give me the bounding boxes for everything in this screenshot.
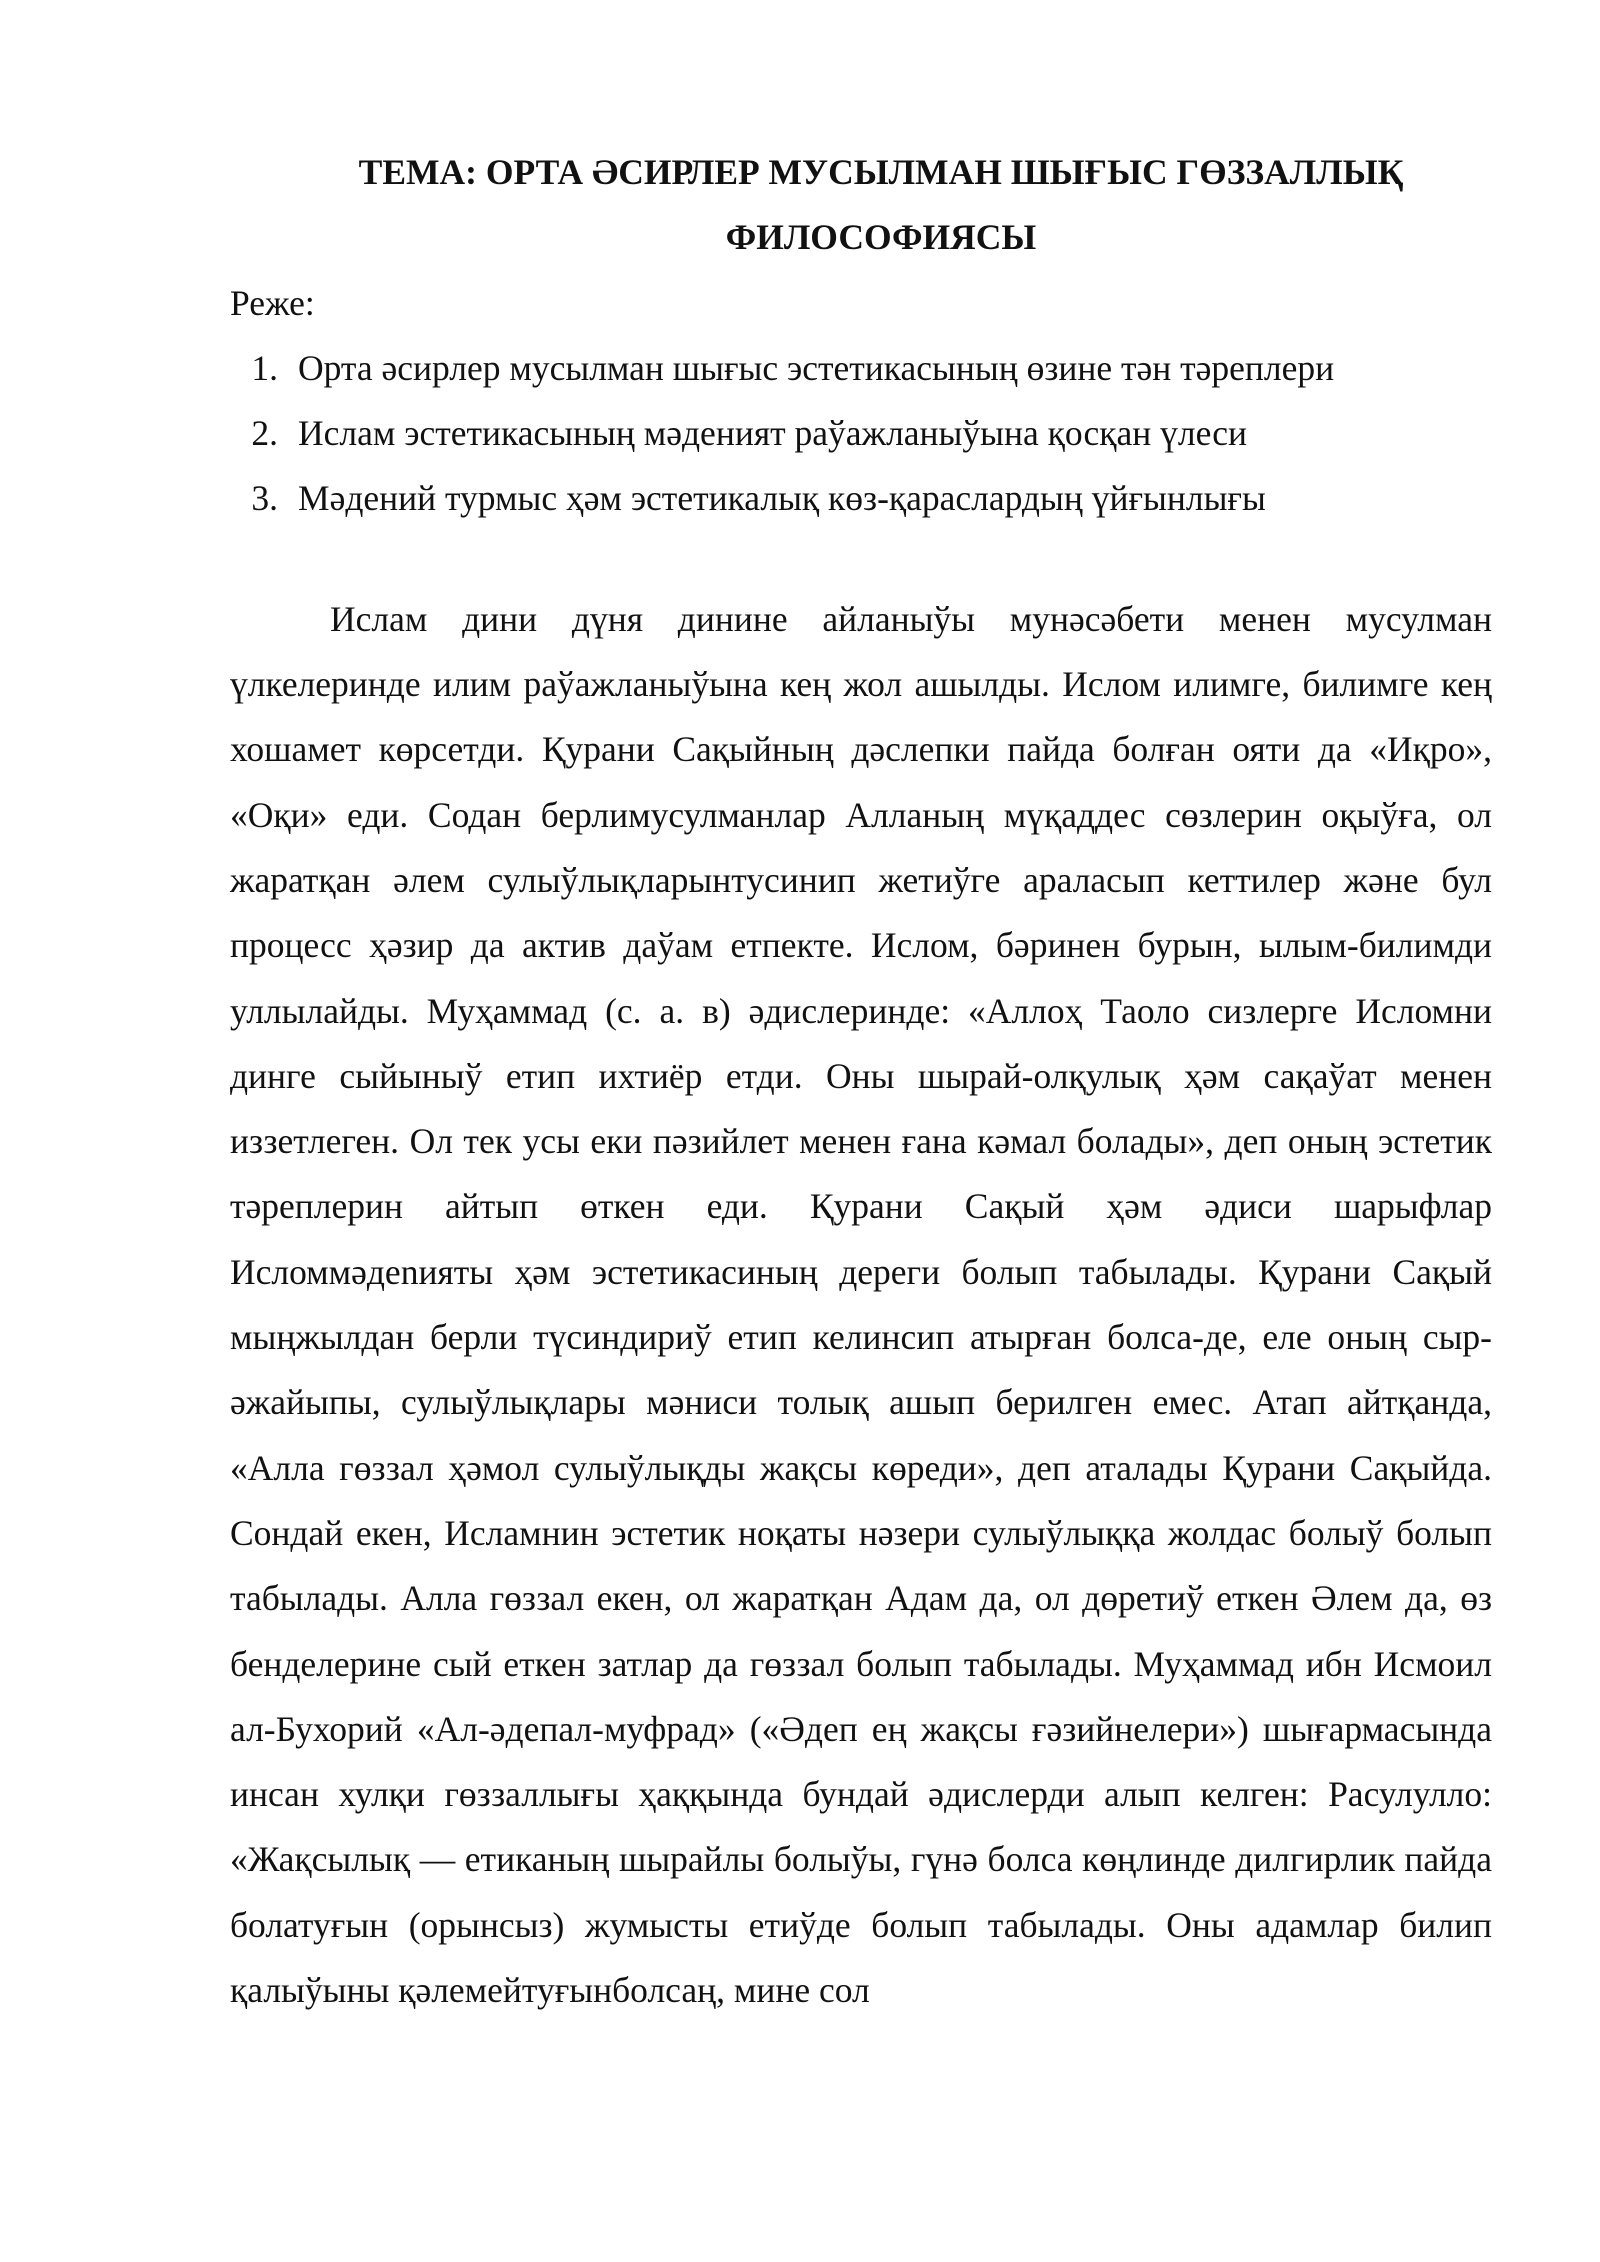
plan-item-text: Орта әсирлер мусылман шығыс эстетикасының өзине тән тәреплери — [298, 347, 1335, 388]
document-page — [230, 140, 1492, 2023]
plan-item — [230, 336, 1492, 401]
plan-item — [230, 466, 1492, 531]
plan-item-number: 3. — [251, 478, 278, 519]
title-line-2: ФИЛОСОФИЯСЫ — [725, 217, 1037, 258]
plan-list — [230, 336, 1492, 532]
plan-item-text: Ислам эстетикасының мәденият раўажланыўына қосқан үлеси — [298, 413, 1248, 454]
plan-item-number: 1. — [251, 347, 278, 388]
plan-item-text: Мәдений турмыс ҳәм эстетикалық көз-қараслардың үйғынлығы — [298, 478, 1266, 519]
body-paragraph: Ислам дини дүня динине айланыўы мунәсәбети менен мусулман үлкелеринде илим раўажланыўына кең жол ашылды. Ислом илимге, билимге кең хошамет көрсетди. Қурани Сақыйның дәслепки пайда болған ояти да «Иқро», «Оқи» еди. Содан берлимусулманлар Алланың мүқаддес сөзлерин оқыўға, ол жаратқан әлем сулыўлықларынтусинип жетиўге араласып кеттилер және бул процесс ҳәзир да актив даўам етпекте. Ислом, бәринен бурын, ылым-билимди уллылайды. Муҳаммад (с. а. в) әдислеринде: «Аллоҳ Таоло сизлерге Исломни динге сыйыныў етип ихтиёр етди. Оны шырай-олқулық ҳәм сақаўат менен иззетлеген. Ол тек усы еки пәзийлет менен ғана кәмал болады», деп оның эстетик тәреплерин айтып өткен еди. Қурани Сақый ҳәм әдиси шарыфлар Исломмәдenияты ҳәм эстетикасиның дереги болып табылады. Қурани Сақый мыңжылдан берли түсиндириў етип келинсип атырған болса-де, еле оның сыр-әжайыпы, сулыўлықлары мәниси толық ашып берилген емес. Атап айтқанда, «Алла гөззал ҳәмол сулыўлықды жақсы көреди», деп аталады Қурани Сақыйда. Сондай екен, Исламнин эстетик ноқаты нәзери сулыўлыққа жолдас болыў болып табылады. Алла гөззал екен, ол жаратқан Адам да, ол дөретиў еткен Әлем да, өз бенделерине сый еткен затлар да гөззал болып табылады. Муҳаммад ибн Исмоил ал-Бухорий «Ал-әдепал-муфрад» («Әдеп ең жақсы ғәзийнелери») шығармасында инсан хулқи гөззаллығы ҳаққында бундай әдислерди алып келген: Расулулло: «Жақсылық — етиканың шырайлы болыўы, гүнә болса көңлинде дилгирлик пайда болатуғын (орынсыз) жумысты етиўде болып табылады. Оны адамлар билип қалыўыны қәлемейтуғынболсаң, мине сол — [230, 598, 1492, 2011]
plan-label: Реже: — [230, 282, 315, 323]
plan-item-number: 2. — [251, 413, 278, 454]
document-title — [230, 140, 1492, 271]
title-line-1: ТЕМА: ОРТА ӘСИРЛЕР МУСЫЛМАН ШЫҒЫС ГӨЗЗАЛЛЫҚ — [358, 152, 1404, 192]
plan-item — [230, 401, 1492, 466]
